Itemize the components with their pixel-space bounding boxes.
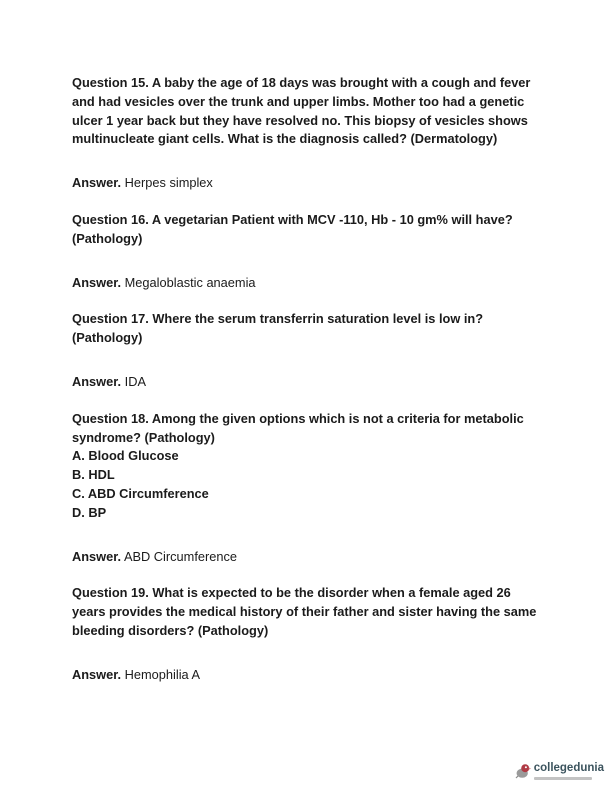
answer-label: Answer. bbox=[72, 274, 122, 290]
question-text: Question 16. A vegetarian Patient with MCV -110, Hb - 10 gm% will have? (Pathology) bbox=[72, 211, 513, 246]
question-block bbox=[72, 211, 542, 292]
collegedunia-bird-icon bbox=[514, 763, 531, 780]
logo-text-group bbox=[534, 762, 604, 780]
answer-line bbox=[72, 174, 542, 193]
answer-label: Answer. bbox=[72, 666, 122, 682]
answer-text: Megaloblastic anaemia bbox=[124, 274, 256, 290]
option-line: C. ABD Circumference bbox=[72, 485, 209, 501]
question-block bbox=[72, 584, 542, 684]
qa-content bbox=[72, 74, 542, 703]
option-line: D. BP bbox=[72, 504, 107, 520]
answer-text: Hemophilia A bbox=[124, 666, 201, 682]
logo-text: collegedunia bbox=[533, 762, 604, 774]
answer-label: Answer. bbox=[72, 175, 122, 191]
answer-text: IDA bbox=[124, 373, 146, 389]
question-block bbox=[72, 410, 542, 567]
question-block bbox=[72, 310, 542, 391]
option-line: B. HDL bbox=[72, 467, 115, 483]
question-text: Question 15. A baby the age of 18 days was brought with a cough and fever and had vesicles over the trunk and upper limbs. Mother too had a genetic ulcer 1 year back but they have resolved no. This biopsy of vesicles shows multinucleate giant cells. What is the diagnosis called? (Dermatology) bbox=[72, 75, 531, 147]
answer-line bbox=[72, 274, 542, 293]
question-text: Question 17. Where the serum transferrin saturation level is low in?(Pathology) bbox=[72, 311, 484, 346]
logo-tagline bbox=[534, 777, 592, 780]
question-text: Question 18. Among the given options which is not a criteria for metabolic syndrome? (Pathology) A. Blood Glucose B. HDL C. ABD Circumference D. BP bbox=[72, 410, 542, 523]
answer-label: Answer. bbox=[72, 548, 122, 564]
collegedunia-logo bbox=[514, 762, 604, 780]
answer-line bbox=[72, 548, 542, 567]
answer-text: Herpes simplex bbox=[124, 175, 213, 191]
answer-line bbox=[72, 373, 542, 392]
option-line: A. Blood Glucose bbox=[72, 448, 179, 464]
answer-line bbox=[72, 666, 542, 685]
question-text: Question 19. What is expected to be the disorder when a female aged 26 years provides the medical history of their father and sister having the same bleeding disorders? (Pathology) bbox=[72, 585, 537, 638]
question-block bbox=[72, 74, 542, 193]
answer-label: Answer. bbox=[72, 373, 122, 389]
answer-text: ABD Circumference bbox=[123, 548, 238, 564]
